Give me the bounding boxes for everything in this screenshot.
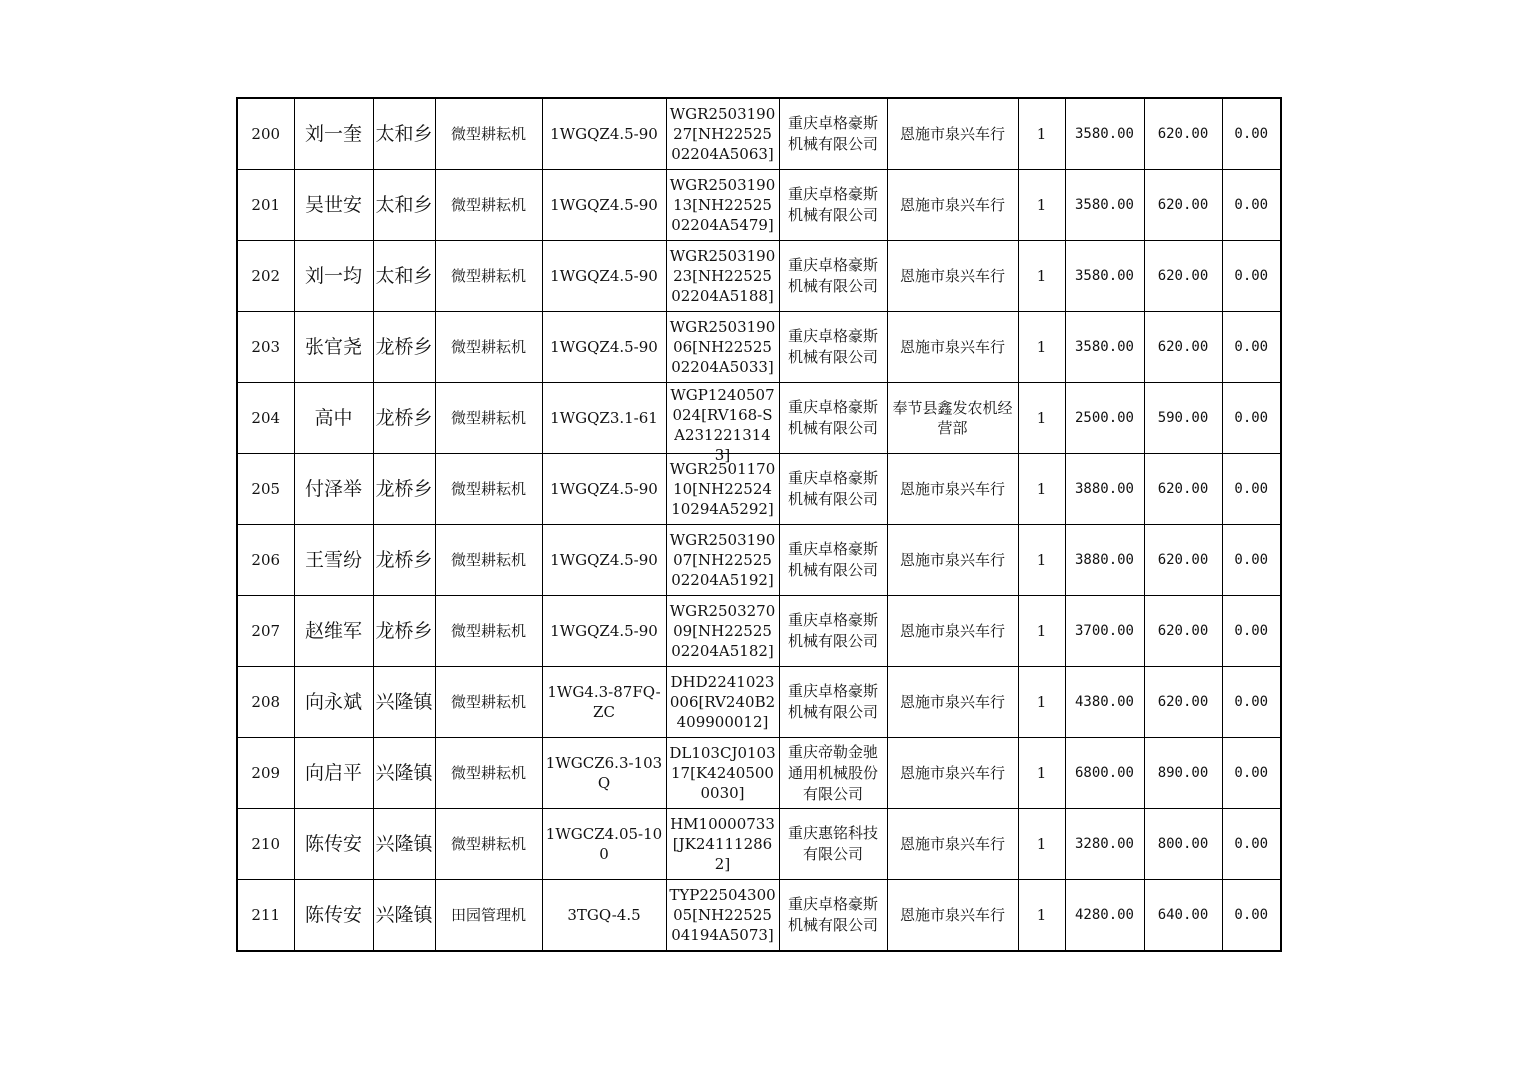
price-cell: 6800.00 bbox=[1065, 738, 1144, 809]
model-cell: 1WGQZ4.5-90 bbox=[542, 312, 666, 383]
dealer-cell: 恩施市泉兴车行 bbox=[887, 241, 1018, 312]
price-cell: 3580.00 bbox=[1065, 312, 1144, 383]
buyer-name-cell: 王雪纷 bbox=[294, 525, 373, 596]
table-row bbox=[237, 525, 1281, 596]
serial-number-cell: WGR250319013[NH2252502204A5479] bbox=[666, 170, 779, 241]
model-cell: 1WG4.3-87FQ-ZC bbox=[542, 667, 666, 738]
table-row bbox=[237, 596, 1281, 667]
township-cell: 龙桥乡 bbox=[373, 312, 435, 383]
extra-amount-cell: 0.00 bbox=[1222, 880, 1281, 952]
price-cell: 4280.00 bbox=[1065, 880, 1144, 952]
machine-type-cell: 微型耕耘机 bbox=[435, 809, 542, 880]
extra-amount-cell: 0.00 bbox=[1222, 454, 1281, 525]
dealer-cell: 恩施市泉兴车行 bbox=[887, 596, 1018, 667]
quantity-cell: 1 bbox=[1018, 383, 1065, 454]
manufacturer-cell: 重庆卓格豪斯机械有限公司 bbox=[779, 98, 887, 170]
machine-type-cell: 微型耕耘机 bbox=[435, 596, 542, 667]
extra-amount-cell: 0.00 bbox=[1222, 809, 1281, 880]
extra-amount-cell: 0.00 bbox=[1222, 98, 1281, 170]
subsidy-cell: 620.00 bbox=[1144, 241, 1222, 312]
township-cell: 兴隆镇 bbox=[373, 738, 435, 809]
extra-amount-cell: 0.00 bbox=[1222, 525, 1281, 596]
serial-number-cell: WGR250319007[NH2252502204A5192] bbox=[666, 525, 779, 596]
township-cell: 龙桥乡 bbox=[373, 596, 435, 667]
price-cell: 3580.00 bbox=[1065, 241, 1144, 312]
machine-type-cell: 微型耕耘机 bbox=[435, 312, 542, 383]
table-row bbox=[237, 809, 1281, 880]
quantity-cell: 1 bbox=[1018, 170, 1065, 241]
dealer-cell: 恩施市泉兴车行 bbox=[887, 170, 1018, 241]
quantity-cell: 1 bbox=[1018, 98, 1065, 170]
machine-type-cell: 微型耕耘机 bbox=[435, 454, 542, 525]
township-cell: 兴隆镇 bbox=[373, 809, 435, 880]
dealer-cell: 恩施市泉兴车行 bbox=[887, 667, 1018, 738]
row-number-cell: 211 bbox=[237, 880, 294, 952]
dealer-cell: 恩施市泉兴车行 bbox=[887, 880, 1018, 952]
serial-number-cell: DL103CJ010317[K42405000030] bbox=[666, 738, 779, 809]
subsidy-cell: 620.00 bbox=[1144, 667, 1222, 738]
extra-amount-cell: 0.00 bbox=[1222, 738, 1281, 809]
table-row bbox=[237, 98, 1281, 170]
serial-number-cell: WGP1240507024[RV168-SA2312213143] bbox=[666, 383, 779, 454]
buyer-name-cell: 赵维军 bbox=[294, 596, 373, 667]
manufacturer-cell: 重庆卓格豪斯机械有限公司 bbox=[779, 880, 887, 952]
row-number-cell: 205 bbox=[237, 454, 294, 525]
subsidy-cell: 620.00 bbox=[1144, 596, 1222, 667]
machine-type-cell: 微型耕耘机 bbox=[435, 170, 542, 241]
buyer-name-cell: 刘一均 bbox=[294, 241, 373, 312]
table-row bbox=[237, 880, 1281, 952]
subsidy-cell: 620.00 bbox=[1144, 312, 1222, 383]
serial-number-cell: WGR250319023[NH2252502204A5188] bbox=[666, 241, 779, 312]
buyer-name-cell: 陈传安 bbox=[294, 880, 373, 952]
quantity-cell: 1 bbox=[1018, 809, 1065, 880]
buyer-name-cell: 吴世安 bbox=[294, 170, 373, 241]
machine-type-cell: 微型耕耘机 bbox=[435, 383, 542, 454]
row-number-cell: 202 bbox=[237, 241, 294, 312]
model-cell: 1WGQZ4.5-90 bbox=[542, 170, 666, 241]
row-number-cell: 209 bbox=[237, 738, 294, 809]
manufacturer-cell: 重庆惠铭科技有限公司 bbox=[779, 809, 887, 880]
quantity-cell: 1 bbox=[1018, 880, 1065, 952]
machine-type-cell: 微型耕耘机 bbox=[435, 241, 542, 312]
township-cell: 兴隆镇 bbox=[373, 880, 435, 952]
table-row bbox=[237, 241, 1281, 312]
extra-amount-cell: 0.00 bbox=[1222, 170, 1281, 241]
table-row bbox=[237, 667, 1281, 738]
model-cell: 1WGQZ4.5-90 bbox=[542, 454, 666, 525]
buyer-name-cell: 付泽举 bbox=[294, 454, 373, 525]
manufacturer-cell: 重庆卓格豪斯机械有限公司 bbox=[779, 383, 887, 454]
serial-number-cell: HM10000733[JK241112862] bbox=[666, 809, 779, 880]
row-number-cell: 207 bbox=[237, 596, 294, 667]
quantity-cell: 1 bbox=[1018, 241, 1065, 312]
quantity-cell: 1 bbox=[1018, 667, 1065, 738]
price-cell: 3580.00 bbox=[1065, 98, 1144, 170]
price-cell: 3880.00 bbox=[1065, 454, 1144, 525]
model-cell: 1WGCZ6.3-103Q bbox=[542, 738, 666, 809]
row-number-cell: 210 bbox=[237, 809, 294, 880]
serial-number-cell: WGR250327009[NH2252502204A5182] bbox=[666, 596, 779, 667]
manufacturer-cell: 重庆卓格豪斯机械有限公司 bbox=[779, 667, 887, 738]
extra-amount-cell: 0.00 bbox=[1222, 667, 1281, 738]
extra-amount-cell: 0.00 bbox=[1222, 596, 1281, 667]
buyer-name-cell: 陈传安 bbox=[294, 809, 373, 880]
model-cell: 3TGQ-4.5 bbox=[542, 880, 666, 952]
quantity-cell: 1 bbox=[1018, 596, 1065, 667]
dealer-cell: 奉节县鑫发农机经营部 bbox=[887, 383, 1018, 454]
model-cell: 1WGCZ4.05-100 bbox=[542, 809, 666, 880]
quantity-cell: 1 bbox=[1018, 525, 1065, 596]
buyer-name-cell: 高中 bbox=[294, 383, 373, 454]
dealer-cell: 恩施市泉兴车行 bbox=[887, 312, 1018, 383]
serial-number-cell: DHD2241023006[RV240B2409900012] bbox=[666, 667, 779, 738]
model-cell: 1WGQZ4.5-90 bbox=[542, 596, 666, 667]
machine-type-cell: 微型耕耘机 bbox=[435, 738, 542, 809]
subsidy-cell: 620.00 bbox=[1144, 170, 1222, 241]
dealer-cell: 恩施市泉兴车行 bbox=[887, 98, 1018, 170]
manufacturer-cell: 重庆卓格豪斯机械有限公司 bbox=[779, 170, 887, 241]
subsidy-cell: 590.00 bbox=[1144, 383, 1222, 454]
table-row bbox=[237, 383, 1281, 454]
table-row bbox=[237, 312, 1281, 383]
buyer-name-cell: 向启平 bbox=[294, 738, 373, 809]
subsidy-cell: 620.00 bbox=[1144, 525, 1222, 596]
table-row bbox=[237, 738, 1281, 809]
quantity-cell: 1 bbox=[1018, 312, 1065, 383]
machine-type-cell: 微型耕耘机 bbox=[435, 525, 542, 596]
manufacturer-cell: 重庆卓格豪斯机械有限公司 bbox=[779, 312, 887, 383]
manufacturer-cell: 重庆卓格豪斯机械有限公司 bbox=[779, 241, 887, 312]
serial-number-cell: TYP2250430005[NH2252504194A5073] bbox=[666, 880, 779, 952]
manufacturer-cell: 重庆卓格豪斯机械有限公司 bbox=[779, 525, 887, 596]
township-cell: 兴隆镇 bbox=[373, 667, 435, 738]
township-cell: 龙桥乡 bbox=[373, 454, 435, 525]
model-cell: 1WGQZ3.1-61 bbox=[542, 383, 666, 454]
row-number-cell: 201 bbox=[237, 170, 294, 241]
subsidy-cell: 640.00 bbox=[1144, 880, 1222, 952]
row-number-cell: 204 bbox=[237, 383, 294, 454]
manufacturer-cell: 重庆卓格豪斯机械有限公司 bbox=[779, 454, 887, 525]
price-cell: 3280.00 bbox=[1065, 809, 1144, 880]
row-number-cell: 208 bbox=[237, 667, 294, 738]
township-cell: 龙桥乡 bbox=[373, 525, 435, 596]
manufacturer-cell: 重庆卓格豪斯机械有限公司 bbox=[779, 596, 887, 667]
row-number-cell: 206 bbox=[237, 525, 294, 596]
machine-type-cell: 田园管理机 bbox=[435, 880, 542, 952]
subsidy-cell: 620.00 bbox=[1144, 454, 1222, 525]
serial-number-cell: WGR250319006[NH2252502204A5033] bbox=[666, 312, 779, 383]
dealer-cell: 恩施市泉兴车行 bbox=[887, 809, 1018, 880]
township-cell: 龙桥乡 bbox=[373, 383, 435, 454]
row-number-cell: 200 bbox=[237, 98, 294, 170]
price-cell: 3700.00 bbox=[1065, 596, 1144, 667]
price-cell: 3580.00 bbox=[1065, 170, 1144, 241]
buyer-name-cell: 刘一奎 bbox=[294, 98, 373, 170]
row-number-cell: 203 bbox=[237, 312, 294, 383]
extra-amount-cell: 0.00 bbox=[1222, 383, 1281, 454]
table-row bbox=[237, 454, 1281, 525]
model-cell: 1WGQZ4.5-90 bbox=[542, 98, 666, 170]
machine-type-cell: 微型耕耘机 bbox=[435, 667, 542, 738]
township-cell: 太和乡 bbox=[373, 98, 435, 170]
table-row bbox=[237, 170, 1281, 241]
buyer-name-cell: 张官尧 bbox=[294, 312, 373, 383]
extra-amount-cell: 0.00 bbox=[1222, 241, 1281, 312]
serial-number-cell: WGR250319027[NH2252502204A5063] bbox=[666, 98, 779, 170]
dealer-cell: 恩施市泉兴车行 bbox=[887, 738, 1018, 809]
dealer-cell: 恩施市泉兴车行 bbox=[887, 454, 1018, 525]
price-cell: 4380.00 bbox=[1065, 667, 1144, 738]
model-cell: 1WGQZ4.5-90 bbox=[542, 525, 666, 596]
manufacturer-cell: 重庆帝勒金驰通用机械股份有限公司 bbox=[779, 738, 887, 809]
machine-type-cell: 微型耕耘机 bbox=[435, 98, 542, 170]
subsidy-cell: 620.00 bbox=[1144, 98, 1222, 170]
model-cell: 1WGQZ4.5-90 bbox=[542, 241, 666, 312]
price-cell: 2500.00 bbox=[1065, 383, 1144, 454]
serial-number-cell: WGR250117010[NH2252410294A5292] bbox=[666, 454, 779, 525]
township-cell: 太和乡 bbox=[373, 241, 435, 312]
subsidy-cell: 800.00 bbox=[1144, 809, 1222, 880]
price-cell: 3880.00 bbox=[1065, 525, 1144, 596]
buyer-name-cell: 向永斌 bbox=[294, 667, 373, 738]
dealer-cell: 恩施市泉兴车行 bbox=[887, 525, 1018, 596]
subsidy-cell: 890.00 bbox=[1144, 738, 1222, 809]
extra-amount-cell: 0.00 bbox=[1222, 312, 1281, 383]
subsidy-table bbox=[236, 97, 1282, 952]
quantity-cell: 1 bbox=[1018, 738, 1065, 809]
township-cell: 太和乡 bbox=[373, 170, 435, 241]
quantity-cell: 1 bbox=[1018, 454, 1065, 525]
